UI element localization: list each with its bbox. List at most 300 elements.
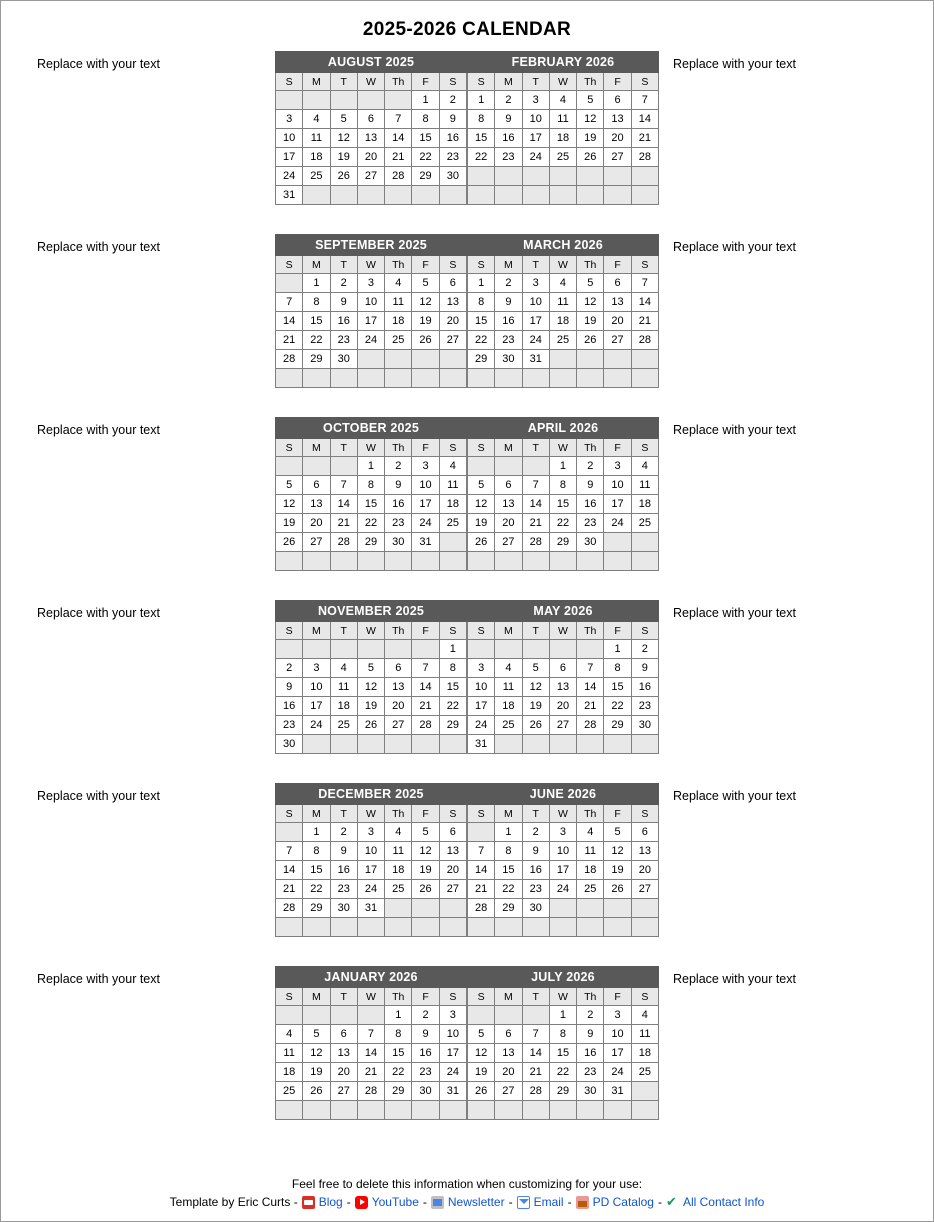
- calendar-day-cell[interactable]: 16: [495, 312, 522, 331]
- calendar-day-cell[interactable]: 20: [439, 312, 466, 331]
- calendar-day-cell[interactable]: 3: [412, 457, 439, 476]
- calendar-day-cell[interactable]: 6: [330, 1025, 357, 1044]
- calendar-day-cell[interactable]: 13: [631, 842, 658, 861]
- calendar-day-cell[interactable]: 22: [604, 697, 631, 716]
- calendar-day-cell[interactable]: 15: [495, 861, 522, 880]
- calendar-day-cell[interactable]: 28: [276, 899, 303, 918]
- calendar-day-cell[interactable]: 27: [330, 1082, 357, 1101]
- calendar-day-cell[interactable]: 10: [468, 678, 495, 697]
- calendar-day-cell[interactable]: 10: [303, 678, 330, 697]
- calendar-day-cell[interactable]: 12: [468, 1044, 495, 1063]
- calendar-day-cell[interactable]: 5: [330, 110, 357, 129]
- calendar-day-cell[interactable]: 21: [357, 1063, 384, 1082]
- calendar-day-cell[interactable]: 15: [385, 1044, 412, 1063]
- calendar-day-cell[interactable]: 2: [577, 1006, 604, 1025]
- calendar-day-cell[interactable]: 13: [495, 495, 522, 514]
- calendar-day-cell[interactable]: 16: [412, 1044, 439, 1063]
- calendar-day-cell[interactable]: 7: [577, 659, 604, 678]
- calendar-day-cell[interactable]: 15: [303, 861, 330, 880]
- calendar-day-cell[interactable]: 13: [604, 110, 631, 129]
- calendar-day-cell[interactable]: 31: [468, 735, 495, 754]
- calendar-day-cell[interactable]: 8: [468, 293, 495, 312]
- calendar-day-cell[interactable]: 17: [522, 129, 549, 148]
- calendar-day-cell[interactable]: 31: [412, 533, 439, 552]
- calendar-day-cell[interactable]: 8: [357, 476, 384, 495]
- calendar-day-cell[interactable]: 25: [385, 331, 412, 350]
- calendar-day-cell[interactable]: 2: [330, 274, 357, 293]
- calendar-day-cell[interactable]: 31: [276, 186, 303, 205]
- calendar-day-cell[interactable]: 16: [385, 495, 412, 514]
- calendar-day-cell[interactable]: 23: [495, 331, 522, 350]
- calendar-day-cell[interactable]: 12: [522, 678, 549, 697]
- calendar-day-cell[interactable]: 10: [522, 110, 549, 129]
- calendar-day-cell[interactable]: 15: [303, 312, 330, 331]
- calendar-day-cell[interactable]: 27: [385, 716, 412, 735]
- calendar-day-cell[interactable]: 8: [303, 842, 330, 861]
- calendar-day-cell[interactable]: 4: [330, 659, 357, 678]
- calendar-day-cell[interactable]: 14: [522, 495, 549, 514]
- calendar-day-cell[interactable]: 27: [549, 716, 576, 735]
- calendar-day-cell[interactable]: 11: [577, 842, 604, 861]
- calendar-day-cell[interactable]: 15: [604, 678, 631, 697]
- calendar-day-cell[interactable]: 9: [276, 678, 303, 697]
- calendar-day-cell[interactable]: 10: [604, 476, 631, 495]
- calendar-day-cell[interactable]: 19: [357, 697, 384, 716]
- footer-link-pd-catalog[interactable]: PD Catalog: [592, 1195, 654, 1209]
- calendar-day-cell[interactable]: 22: [468, 331, 495, 350]
- calendar-day-cell[interactable]: 3: [604, 1006, 631, 1025]
- calendar-day-cell[interactable]: 16: [577, 495, 604, 514]
- calendar-day-cell[interactable]: 18: [330, 697, 357, 716]
- calendar-day-cell[interactable]: 16: [522, 861, 549, 880]
- calendar-day-cell[interactable]: 6: [495, 476, 522, 495]
- calendar-day-cell[interactable]: 27: [439, 880, 466, 899]
- calendar-day-cell[interactable]: 14: [385, 129, 412, 148]
- calendar-day-cell[interactable]: 7: [357, 1025, 384, 1044]
- note-left[interactable]: Replace with your text: [37, 606, 160, 620]
- calendar-day-cell[interactable]: 11: [439, 476, 466, 495]
- calendar-day-cell[interactable]: 26: [412, 880, 439, 899]
- calendar-day-cell[interactable]: 19: [276, 514, 303, 533]
- calendar-day-cell[interactable]: 30: [330, 350, 357, 369]
- calendar-day-cell[interactable]: 7: [522, 476, 549, 495]
- calendar-day-cell[interactable]: 15: [468, 312, 495, 331]
- calendar-day-cell[interactable]: 19: [468, 514, 495, 533]
- calendar-day-cell[interactable]: 17: [439, 1044, 466, 1063]
- calendar-day-cell[interactable]: 1: [303, 274, 330, 293]
- calendar-day-cell[interactable]: 15: [439, 678, 466, 697]
- calendar-day-cell[interactable]: 9: [577, 476, 604, 495]
- calendar-day-cell[interactable]: 26: [604, 880, 631, 899]
- calendar-day-cell[interactable]: 11: [385, 293, 412, 312]
- calendar-day-cell[interactable]: 6: [357, 110, 384, 129]
- calendar-day-cell[interactable]: 21: [631, 129, 658, 148]
- calendar-day-cell[interactable]: 20: [549, 697, 576, 716]
- calendar-day-cell[interactable]: 17: [604, 1044, 631, 1063]
- calendar-day-cell[interactable]: 11: [495, 678, 522, 697]
- calendar-day-cell[interactable]: 27: [439, 331, 466, 350]
- calendar-day-cell[interactable]: 28: [385, 167, 412, 186]
- calendar-day-cell[interactable]: 12: [412, 293, 439, 312]
- calendar-day-cell[interactable]: 17: [468, 697, 495, 716]
- calendar-day-cell[interactable]: 19: [412, 861, 439, 880]
- calendar-day-cell[interactable]: 15: [549, 1044, 576, 1063]
- calendar-day-cell[interactable]: 13: [357, 129, 384, 148]
- calendar-day-cell[interactable]: 13: [439, 842, 466, 861]
- calendar-day-cell[interactable]: 7: [330, 476, 357, 495]
- calendar-day-cell[interactable]: 1: [412, 91, 439, 110]
- calendar-day-cell[interactable]: 8: [495, 842, 522, 861]
- calendar-day-cell[interactable]: 13: [385, 678, 412, 697]
- calendar-day-cell[interactable]: 18: [303, 148, 330, 167]
- calendar-day-cell[interactable]: 9: [495, 293, 522, 312]
- calendar-day-cell[interactable]: 21: [631, 312, 658, 331]
- calendar-day-cell[interactable]: 25: [549, 148, 576, 167]
- calendar-day-cell[interactable]: 22: [439, 697, 466, 716]
- calendar-day-cell[interactable]: 2: [631, 640, 658, 659]
- calendar-day-cell[interactable]: 14: [631, 293, 658, 312]
- calendar-day-cell[interactable]: 8: [549, 476, 576, 495]
- footer-link-blog[interactable]: Blog: [318, 1195, 343, 1209]
- calendar-day-cell[interactable]: 4: [385, 823, 412, 842]
- calendar-day-cell[interactable]: 10: [412, 476, 439, 495]
- calendar-day-cell[interactable]: 23: [276, 716, 303, 735]
- calendar-day-cell[interactable]: 10: [549, 842, 576, 861]
- note-left[interactable]: Replace with your text: [37, 789, 160, 803]
- calendar-day-cell[interactable]: 2: [330, 823, 357, 842]
- calendar-day-cell[interactable]: 29: [385, 1082, 412, 1101]
- calendar-day-cell[interactable]: 14: [357, 1044, 384, 1063]
- calendar-day-cell[interactable]: 13: [330, 1044, 357, 1063]
- calendar-day-cell[interactable]: 5: [468, 1025, 495, 1044]
- calendar-day-cell[interactable]: 21: [412, 697, 439, 716]
- calendar-day-cell[interactable]: 26: [357, 716, 384, 735]
- calendar-day-cell[interactable]: 18: [631, 495, 658, 514]
- calendar-day-cell[interactable]: 29: [303, 899, 330, 918]
- calendar-day-cell[interactable]: 30: [631, 716, 658, 735]
- calendar-day-cell[interactable]: 8: [468, 110, 495, 129]
- calendar-day-cell[interactable]: 27: [631, 880, 658, 899]
- calendar-day-cell[interactable]: 23: [577, 514, 604, 533]
- calendar-day-cell[interactable]: 7: [631, 274, 658, 293]
- calendar-day-cell[interactable]: 9: [631, 659, 658, 678]
- calendar-day-cell[interactable]: 20: [604, 129, 631, 148]
- calendar-day-cell[interactable]: 18: [439, 495, 466, 514]
- calendar-day-cell[interactable]: 30: [330, 899, 357, 918]
- calendar-day-cell[interactable]: 24: [522, 148, 549, 167]
- calendar-day-cell[interactable]: 25: [385, 880, 412, 899]
- calendar-day-cell[interactable]: 24: [439, 1063, 466, 1082]
- calendar-day-cell[interactable]: 30: [495, 350, 522, 369]
- calendar-day-cell[interactable]: 31: [604, 1082, 631, 1101]
- calendar-day-cell[interactable]: 3: [549, 823, 576, 842]
- calendar-day-cell[interactable]: 5: [412, 823, 439, 842]
- calendar-day-cell[interactable]: 25: [439, 514, 466, 533]
- calendar-day-cell[interactable]: 6: [604, 274, 631, 293]
- calendar-day-cell[interactable]: 22: [357, 514, 384, 533]
- calendar-day-cell[interactable]: 23: [495, 148, 522, 167]
- calendar-day-cell[interactable]: 6: [385, 659, 412, 678]
- calendar-day-cell[interactable]: 26: [276, 533, 303, 552]
- note-right[interactable]: Replace with your text: [673, 57, 796, 71]
- calendar-day-cell[interactable]: 18: [276, 1063, 303, 1082]
- calendar-day-cell[interactable]: 11: [549, 110, 576, 129]
- calendar-day-cell[interactable]: 28: [357, 1082, 384, 1101]
- calendar-day-cell[interactable]: 16: [330, 312, 357, 331]
- calendar-day-cell[interactable]: 13: [549, 678, 576, 697]
- calendar-day-cell[interactable]: 4: [495, 659, 522, 678]
- calendar-day-cell[interactable]: 12: [577, 293, 604, 312]
- calendar-day-cell[interactable]: 24: [357, 880, 384, 899]
- calendar-day-cell[interactable]: 31: [357, 899, 384, 918]
- calendar-day-cell[interactable]: 28: [468, 899, 495, 918]
- calendar-day-cell[interactable]: 25: [577, 880, 604, 899]
- calendar-day-cell[interactable]: 17: [549, 861, 576, 880]
- calendar-day-cell[interactable]: 5: [412, 274, 439, 293]
- calendar-day-cell[interactable]: 29: [357, 533, 384, 552]
- calendar-day-cell[interactable]: 21: [385, 148, 412, 167]
- calendar-day-cell[interactable]: 8: [303, 293, 330, 312]
- calendar-day-cell[interactable]: 28: [330, 533, 357, 552]
- calendar-day-cell[interactable]: 11: [330, 678, 357, 697]
- calendar-day-cell[interactable]: 24: [276, 167, 303, 186]
- calendar-day-cell[interactable]: 23: [330, 880, 357, 899]
- calendar-day-cell[interactable]: 17: [357, 861, 384, 880]
- calendar-day-cell[interactable]: 18: [385, 312, 412, 331]
- footer-link-all-contact-info[interactable]: All Contact Info: [682, 1195, 765, 1209]
- note-right[interactable]: Replace with your text: [673, 606, 796, 620]
- calendar-day-cell[interactable]: 16: [330, 861, 357, 880]
- calendar-day-cell[interactable]: 1: [385, 1006, 412, 1025]
- calendar-day-cell[interactable]: 19: [330, 148, 357, 167]
- calendar-day-cell[interactable]: 2: [495, 91, 522, 110]
- calendar-day-cell[interactable]: 19: [522, 697, 549, 716]
- calendar-day-cell[interactable]: 9: [330, 842, 357, 861]
- calendar-day-cell[interactable]: 9: [385, 476, 412, 495]
- calendar-day-cell[interactable]: 21: [577, 697, 604, 716]
- calendar-day-cell[interactable]: 11: [631, 476, 658, 495]
- calendar-day-cell[interactable]: 3: [276, 110, 303, 129]
- calendar-day-cell[interactable]: 31: [522, 350, 549, 369]
- calendar-day-cell[interactable]: 7: [276, 293, 303, 312]
- note-left[interactable]: Replace with your text: [37, 423, 160, 437]
- calendar-day-cell[interactable]: 24: [468, 716, 495, 735]
- calendar-day-cell[interactable]: 23: [522, 880, 549, 899]
- calendar-day-cell[interactable]: 26: [330, 167, 357, 186]
- calendar-day-cell[interactable]: 2: [522, 823, 549, 842]
- calendar-day-cell[interactable]: 29: [468, 350, 495, 369]
- calendar-day-cell[interactable]: 17: [412, 495, 439, 514]
- calendar-day-cell[interactable]: 6: [495, 1025, 522, 1044]
- calendar-day-cell[interactable]: 11: [303, 129, 330, 148]
- calendar-day-cell[interactable]: 31: [439, 1082, 466, 1101]
- calendar-day-cell[interactable]: 28: [577, 716, 604, 735]
- calendar-day-cell[interactable]: 27: [495, 533, 522, 552]
- calendar-day-cell[interactable]: 1: [604, 640, 631, 659]
- calendar-day-cell[interactable]: 18: [385, 861, 412, 880]
- calendar-day-cell[interactable]: 12: [412, 842, 439, 861]
- note-left[interactable]: Replace with your text: [37, 240, 160, 254]
- calendar-day-cell[interactable]: 4: [549, 91, 576, 110]
- calendar-day-cell[interactable]: 16: [276, 697, 303, 716]
- calendar-day-cell[interactable]: 21: [276, 880, 303, 899]
- calendar-day-cell[interactable]: 7: [412, 659, 439, 678]
- calendar-day-cell[interactable]: 25: [330, 716, 357, 735]
- calendar-day-cell[interactable]: 6: [549, 659, 576, 678]
- calendar-day-cell[interactable]: 28: [631, 148, 658, 167]
- calendar-day-cell[interactable]: 18: [631, 1044, 658, 1063]
- calendar-day-cell[interactable]: 24: [357, 331, 384, 350]
- calendar-day-cell[interactable]: 8: [549, 1025, 576, 1044]
- calendar-day-cell[interactable]: 3: [357, 274, 384, 293]
- calendar-day-cell[interactable]: 27: [604, 331, 631, 350]
- calendar-day-cell[interactable]: 14: [631, 110, 658, 129]
- calendar-day-cell[interactable]: 17: [276, 148, 303, 167]
- calendar-day-cell[interactable]: 30: [385, 533, 412, 552]
- calendar-day-cell[interactable]: 5: [522, 659, 549, 678]
- calendar-day-cell[interactable]: 23: [412, 1063, 439, 1082]
- footer-link-email[interactable]: Email: [533, 1195, 564, 1209]
- calendar-day-cell[interactable]: 12: [330, 129, 357, 148]
- calendar-day-cell[interactable]: 28: [522, 1082, 549, 1101]
- calendar-day-cell[interactable]: 25: [549, 331, 576, 350]
- calendar-day-cell[interactable]: 1: [439, 640, 466, 659]
- note-right[interactable]: Replace with your text: [673, 789, 796, 803]
- calendar-day-cell[interactable]: 25: [631, 514, 658, 533]
- calendar-day-cell[interactable]: 14: [468, 861, 495, 880]
- calendar-day-cell[interactable]: 18: [577, 861, 604, 880]
- calendar-day-cell[interactable]: 1: [549, 457, 576, 476]
- calendar-day-cell[interactable]: 5: [468, 476, 495, 495]
- calendar-day-cell[interactable]: 14: [276, 312, 303, 331]
- calendar-day-cell[interactable]: 5: [604, 823, 631, 842]
- calendar-day-cell[interactable]: 20: [631, 861, 658, 880]
- calendar-day-cell[interactable]: 6: [439, 274, 466, 293]
- calendar-day-cell[interactable]: 2: [577, 457, 604, 476]
- calendar-day-cell[interactable]: 9: [522, 842, 549, 861]
- note-right[interactable]: Replace with your text: [673, 423, 796, 437]
- calendar-day-cell[interactable]: 8: [439, 659, 466, 678]
- calendar-day-cell[interactable]: 24: [549, 880, 576, 899]
- calendar-day-cell[interactable]: 21: [276, 331, 303, 350]
- calendar-day-cell[interactable]: 30: [412, 1082, 439, 1101]
- calendar-day-cell[interactable]: 6: [631, 823, 658, 842]
- calendar-day-cell[interactable]: 19: [577, 129, 604, 148]
- calendar-day-cell[interactable]: 23: [577, 1063, 604, 1082]
- calendar-day-cell[interactable]: 16: [439, 129, 466, 148]
- calendar-day-cell[interactable]: 10: [357, 842, 384, 861]
- calendar-day-cell[interactable]: 12: [604, 842, 631, 861]
- calendar-day-cell[interactable]: 28: [276, 350, 303, 369]
- calendar-day-cell[interactable]: 19: [604, 861, 631, 880]
- calendar-day-cell[interactable]: 20: [357, 148, 384, 167]
- calendar-day-cell[interactable]: 26: [412, 331, 439, 350]
- calendar-day-cell[interactable]: 11: [631, 1025, 658, 1044]
- calendar-day-cell[interactable]: 5: [357, 659, 384, 678]
- note-right[interactable]: Replace with your text: [673, 972, 796, 986]
- calendar-day-cell[interactable]: 13: [495, 1044, 522, 1063]
- calendar-day-cell[interactable]: 4: [385, 274, 412, 293]
- calendar-day-cell[interactable]: 15: [412, 129, 439, 148]
- calendar-day-cell[interactable]: 7: [276, 842, 303, 861]
- calendar-day-cell[interactable]: 9: [330, 293, 357, 312]
- calendar-day-cell[interactable]: 11: [549, 293, 576, 312]
- calendar-day-cell[interactable]: 23: [439, 148, 466, 167]
- calendar-day-cell[interactable]: 4: [303, 110, 330, 129]
- calendar-day-cell[interactable]: 14: [412, 678, 439, 697]
- calendar-day-cell[interactable]: 22: [549, 1063, 576, 1082]
- calendar-day-cell[interactable]: 12: [468, 495, 495, 514]
- calendar-day-cell[interactable]: 22: [303, 331, 330, 350]
- calendar-day-cell[interactable]: 29: [439, 716, 466, 735]
- calendar-day-cell[interactable]: 26: [577, 331, 604, 350]
- calendar-day-cell[interactable]: 9: [495, 110, 522, 129]
- calendar-day-cell[interactable]: 3: [357, 823, 384, 842]
- note-left[interactable]: Replace with your text: [37, 972, 160, 986]
- calendar-day-cell[interactable]: 8: [604, 659, 631, 678]
- calendar-day-cell[interactable]: 20: [604, 312, 631, 331]
- calendar-day-cell[interactable]: 11: [276, 1044, 303, 1063]
- calendar-day-cell[interactable]: 15: [468, 129, 495, 148]
- calendar-day-cell[interactable]: 2: [412, 1006, 439, 1025]
- calendar-day-cell[interactable]: 7: [631, 91, 658, 110]
- calendar-day-cell[interactable]: 4: [631, 1006, 658, 1025]
- calendar-day-cell[interactable]: 19: [468, 1063, 495, 1082]
- calendar-day-cell[interactable]: 22: [468, 148, 495, 167]
- calendar-day-cell[interactable]: 29: [549, 533, 576, 552]
- calendar-day-cell[interactable]: 3: [303, 659, 330, 678]
- calendar-day-cell[interactable]: 27: [357, 167, 384, 186]
- calendar-day-cell[interactable]: 22: [303, 880, 330, 899]
- calendar-day-cell[interactable]: 19: [412, 312, 439, 331]
- calendar-day-cell[interactable]: 17: [357, 312, 384, 331]
- calendar-day-cell[interactable]: 26: [577, 148, 604, 167]
- calendar-day-cell[interactable]: 26: [468, 533, 495, 552]
- calendar-day-cell[interactable]: 9: [412, 1025, 439, 1044]
- calendar-day-cell[interactable]: 8: [412, 110, 439, 129]
- footer-link-youtube[interactable]: YouTube: [371, 1195, 419, 1209]
- calendar-day-cell[interactable]: 4: [631, 457, 658, 476]
- calendar-day-cell[interactable]: 19: [577, 312, 604, 331]
- calendar-day-cell[interactable]: 19: [303, 1063, 330, 1082]
- calendar-day-cell[interactable]: 6: [604, 91, 631, 110]
- calendar-day-cell[interactable]: 14: [330, 495, 357, 514]
- calendar-day-cell[interactable]: 5: [577, 274, 604, 293]
- calendar-day-cell[interactable]: 2: [439, 91, 466, 110]
- calendar-day-cell[interactable]: 2: [276, 659, 303, 678]
- calendar-day-cell[interactable]: 22: [549, 514, 576, 533]
- calendar-day-cell[interactable]: 8: [385, 1025, 412, 1044]
- calendar-day-cell[interactable]: 30: [577, 533, 604, 552]
- calendar-day-cell[interactable]: 12: [577, 110, 604, 129]
- calendar-day-cell[interactable]: 25: [303, 167, 330, 186]
- calendar-day-cell[interactable]: 4: [549, 274, 576, 293]
- calendar-day-cell[interactable]: 1: [468, 274, 495, 293]
- calendar-day-cell[interactable]: 21: [468, 880, 495, 899]
- calendar-day-cell[interactable]: 5: [577, 91, 604, 110]
- calendar-day-cell[interactable]: 10: [276, 129, 303, 148]
- calendar-day-cell[interactable]: 16: [631, 678, 658, 697]
- calendar-day-cell[interactable]: 17: [522, 312, 549, 331]
- calendar-day-cell[interactable]: 1: [495, 823, 522, 842]
- calendar-day-cell[interactable]: 1: [303, 823, 330, 842]
- calendar-day-cell[interactable]: 13: [439, 293, 466, 312]
- calendar-day-cell[interactable]: 15: [549, 495, 576, 514]
- calendar-day-cell[interactable]: 23: [385, 514, 412, 533]
- calendar-day-cell[interactable]: 24: [604, 1063, 631, 1082]
- calendar-day-cell[interactable]: 28: [631, 331, 658, 350]
- calendar-day-cell[interactable]: 3: [522, 274, 549, 293]
